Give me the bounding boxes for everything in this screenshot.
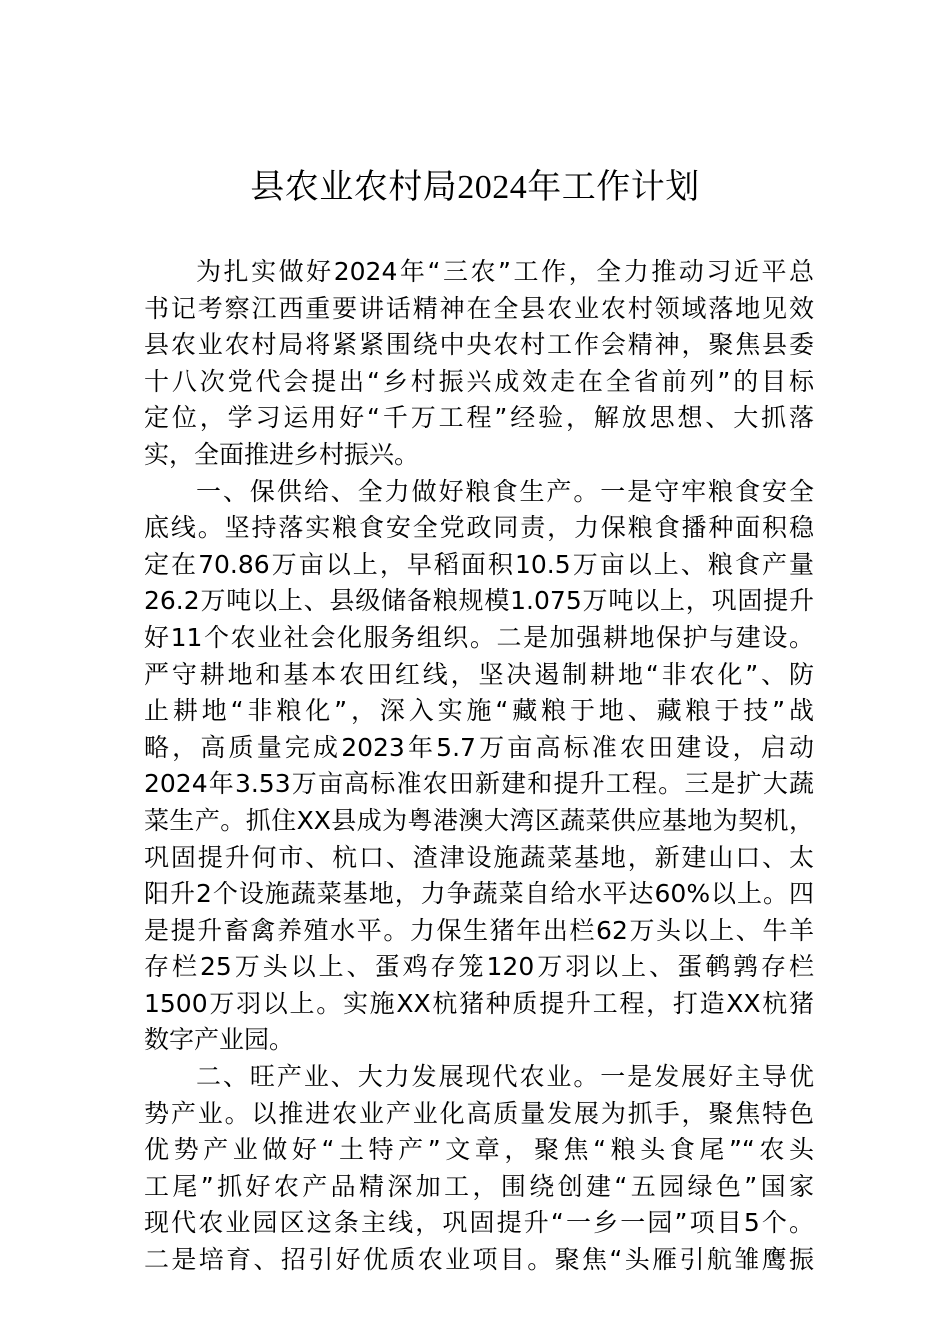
- paragraph-line: 为扎实做好2024年“三农”工作，全力推动习近平总: [196, 257, 814, 286]
- paragraph-line: 存栏25万头以上、蛋鸡存笼120万羽以上、蛋鹌鹑存栏: [144, 952, 814, 982]
- paragraph-line: 一、保供给、全力做好粮食生产。一是守牢粮食安全: [196, 476, 814, 506]
- paragraph-line: 底线。坚持落实粮食安全党政同责，力保粮食播种面积稳: [144, 513, 814, 543]
- document-title: 县农业农村局2024年工作计划: [250, 169, 700, 206]
- paragraph-line: 止耕地“非粮化”，深入实施“藏粮于地、藏粮于技”战: [144, 696, 814, 726]
- paragraph-line: 数字产业园。: [144, 1025, 295, 1055]
- paragraph-line: 县农业农村局将紧紧围绕中央农村工作会精神，聚焦县委: [144, 330, 814, 360]
- paragraph-line: 现代农业园区这条主线，巩固提升“一乡一园”项目5个。: [144, 1208, 814, 1238]
- paragraph-line: 严守耕地和基本农田红线，坚决遏制耕地“非农化”、防: [144, 659, 814, 689]
- paragraph-line: 略，高质量完成2023年5.7万亩高标准农田建设，启动: [144, 732, 814, 762]
- paragraph-line: 1500万羽以上。实施XX杭猪种质提升工程，打造XX杭猪: [144, 988, 814, 1018]
- paragraph-line: 定位，学习运用好“千万工程”经验，解放思想、大抓落: [144, 403, 814, 433]
- paragraph-line: 实，全面推进乡村振兴。: [144, 439, 420, 469]
- paragraph-line: 2024年3.53万亩高标准农田新建和提升工程。三是扩大蔬: [144, 769, 814, 799]
- paragraph-line: 巩固提升何市、杭口、渣津设施蔬菜基地，新建山口、太: [144, 842, 814, 872]
- paragraph-line: 26.2万吨以上、县级储备粮规模1.075万吨以上，巩固提升: [144, 586, 814, 616]
- paragraph-line: 定在70.86万亩以上，早稻面积10.5万亩以上、粮食产量: [144, 549, 814, 579]
- paragraph-line: 二、旺产业、大力发展现代农业。一是发展好主导优: [196, 1062, 814, 1092]
- paragraph-line: 菜生产。抓住XX县成为粤港澳大湾区蔬菜供应基地为契机，: [144, 805, 814, 835]
- paragraph-line: 是提升畜禽养殖水平。力保生猪年出栏62万头以上、牛羊: [144, 915, 814, 945]
- paragraph-line: 好11个农业社会化服务组织。二是加强耕地保护与建设。: [144, 622, 814, 652]
- paragraph-line: 阳升2个设施蔬菜基地，力争蔬菜自给水平达60%以上。四: [144, 879, 814, 909]
- paragraph-line: 工尾”抓好农产品精深加工，围绕创建“五园绿色”国家: [144, 1171, 814, 1201]
- document-body: [144, 254, 814, 1279]
- paragraph-line: 优势产业做好“土特产”文章，聚焦“粮头食尾”“农头: [144, 1135, 814, 1165]
- paragraph-line: 势产业。以推进农业产业化高质量发展为抓手，聚焦特色: [144, 1098, 814, 1128]
- paragraph-line: 十八次党代会提出“乡村振兴成效走在全省前列”的目标: [144, 366, 814, 396]
- paragraph-line: 书记考察江西重要讲话精神在全县农业农村领域落地见效: [144, 293, 814, 323]
- paragraph-line: 二是培育、招引好优质农业项目。聚焦“头雁引航雏鹰振: [144, 1245, 814, 1275]
